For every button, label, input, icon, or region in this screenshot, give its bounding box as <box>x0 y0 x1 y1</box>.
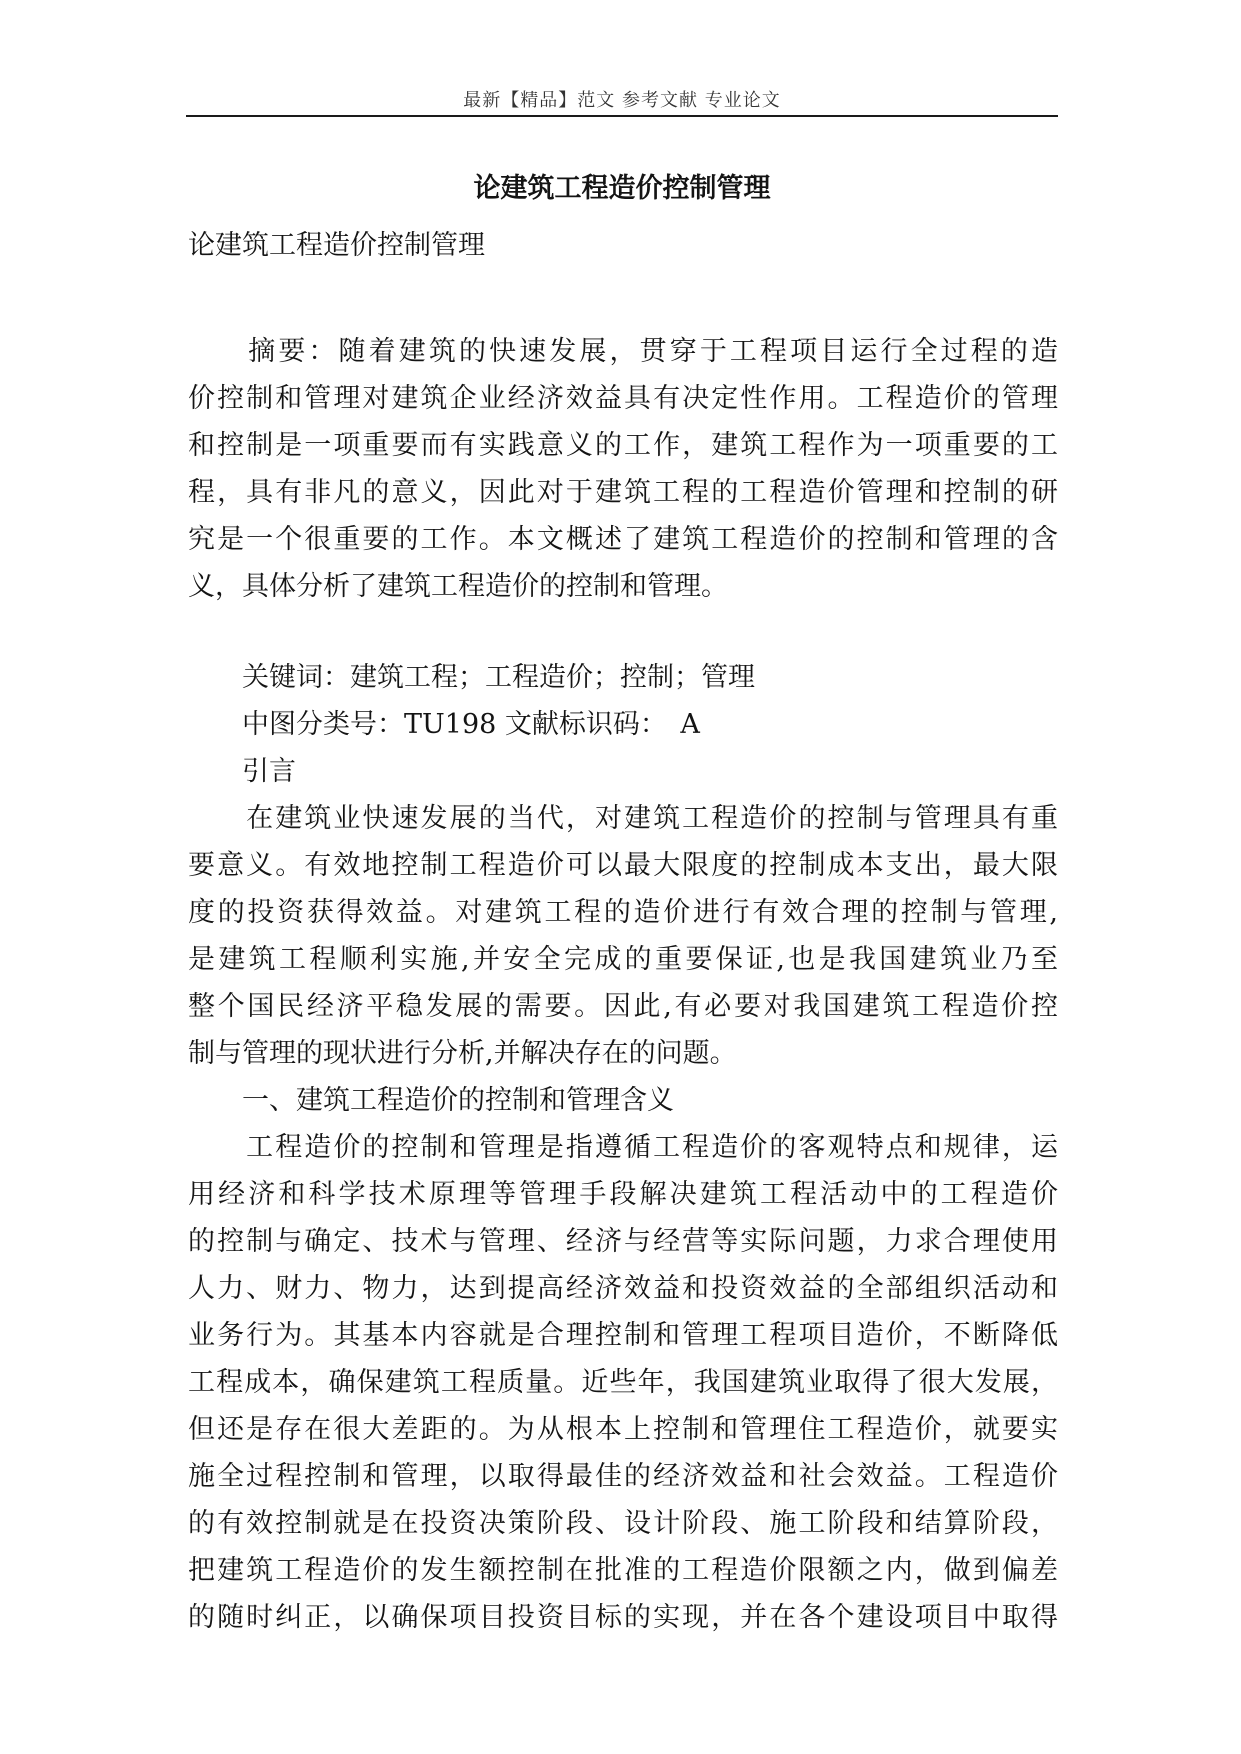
document-body <box>188 222 1058 1641</box>
text-line: 度的投资获得效益。对建筑工程的造价进行有效合理的控制与管理, <box>188 897 1058 928</box>
text-line: 人力、财力、物力，达到提高经济效益和投资效益的全部组织活动和 <box>188 1273 1058 1304</box>
blank-line <box>188 610 1058 654</box>
text-line: 是建筑工程顺利实施,并安全完成的重要保证,也是我国建筑业乃至 <box>188 944 1058 975</box>
text-line: 的随时纠正，以确保项目投资目标的实现，并在各个建设项目中取得 <box>188 1602 1058 1633</box>
text-line: 要意义。有效地控制工程造价可以最大限度的控制成本支出，最大限 <box>188 850 1058 881</box>
classification-line: 中图分类号：TU198 文献标识码： A <box>188 709 700 740</box>
section-paragraph <box>188 1124 1058 1641</box>
text-line: 业务行为。其基本内容就是合理控制和管理工程项目造价，不断降低 <box>188 1320 1058 1351</box>
section-heading: 一、建筑工程造价的控制和管理含义 <box>188 1085 674 1116</box>
text-line: 程，具有非凡的意义，因此对于建筑工程的工程造价管理和控制的研 <box>188 477 1058 508</box>
intro-heading: 引言 <box>188 756 296 787</box>
text-line: 把建筑工程造价的发生额控制在批准的工程造价限额之内，做到偏差 <box>188 1555 1058 1586</box>
blank-line <box>188 269 1058 328</box>
text-line: 义，具体分析了建筑工程造价的控制和管理。 <box>188 571 728 602</box>
text-line: 施全过程控制和管理，以取得最佳的经济效益和社会效益。工程造价 <box>188 1461 1058 1492</box>
running-header: 最新【精品】范文 参考文献 专业论文 <box>463 90 781 111</box>
text-line: 工程造价的控制和管理是指遵循工程造价的客观特点和规律，运 <box>188 1132 1058 1163</box>
text-line: 究是一个很重要的工作。本文概述了建筑工程造价的控制和管理的含 <box>188 524 1058 555</box>
text-line: 但还是存在很大差距的。为从根本上控制和管理住工程造价，就要实 <box>188 1414 1058 1445</box>
abstract-paragraph <box>188 328 1058 610</box>
intro-paragraph <box>188 795 1058 1077</box>
document-title: 论建筑工程造价控制管理 <box>473 173 771 204</box>
keywords-line: 关键词：建筑工程；工程造价；控制；管理 <box>188 662 755 693</box>
header-divider <box>186 115 1058 117</box>
document-subtitle: 论建筑工程造价控制管理 <box>188 230 485 261</box>
text-line: 价控制和管理对建筑企业经济效益具有决定性作用。工程造价的管理 <box>188 383 1058 414</box>
text-line: 和控制是一项重要而有实践意义的工作，建筑工程作为一项重要的工 <box>188 430 1058 461</box>
text-line: 整个国民经济平稳发展的需要。因此,有必要对我国建筑工程造价控 <box>188 991 1058 1022</box>
text-line: 的有效控制就是在投资决策阶段、设计阶段、施工阶段和结算阶段， <box>188 1508 1058 1539</box>
text-line: 在建筑业快速发展的当代，对建筑工程造价的控制与管理具有重 <box>188 803 1058 834</box>
text-line: 用经济和科学技术原理等管理手段解决建筑工程活动中的工程造价 <box>188 1179 1058 1210</box>
text-line: 工程成本，确保建筑工程质量。近些年，我国建筑业取得了很大发展， <box>188 1367 1058 1398</box>
text-line: 摘要：随着建筑的快速发展，贯穿于工程项目运行全过程的造 <box>188 336 1058 367</box>
text-line: 制与管理的现状进行分析,并解决存在的问题。 <box>188 1038 737 1069</box>
text-line: 的控制与确定、技术与管理、经济与经营等实际问题，力求合理使用 <box>188 1226 1058 1257</box>
